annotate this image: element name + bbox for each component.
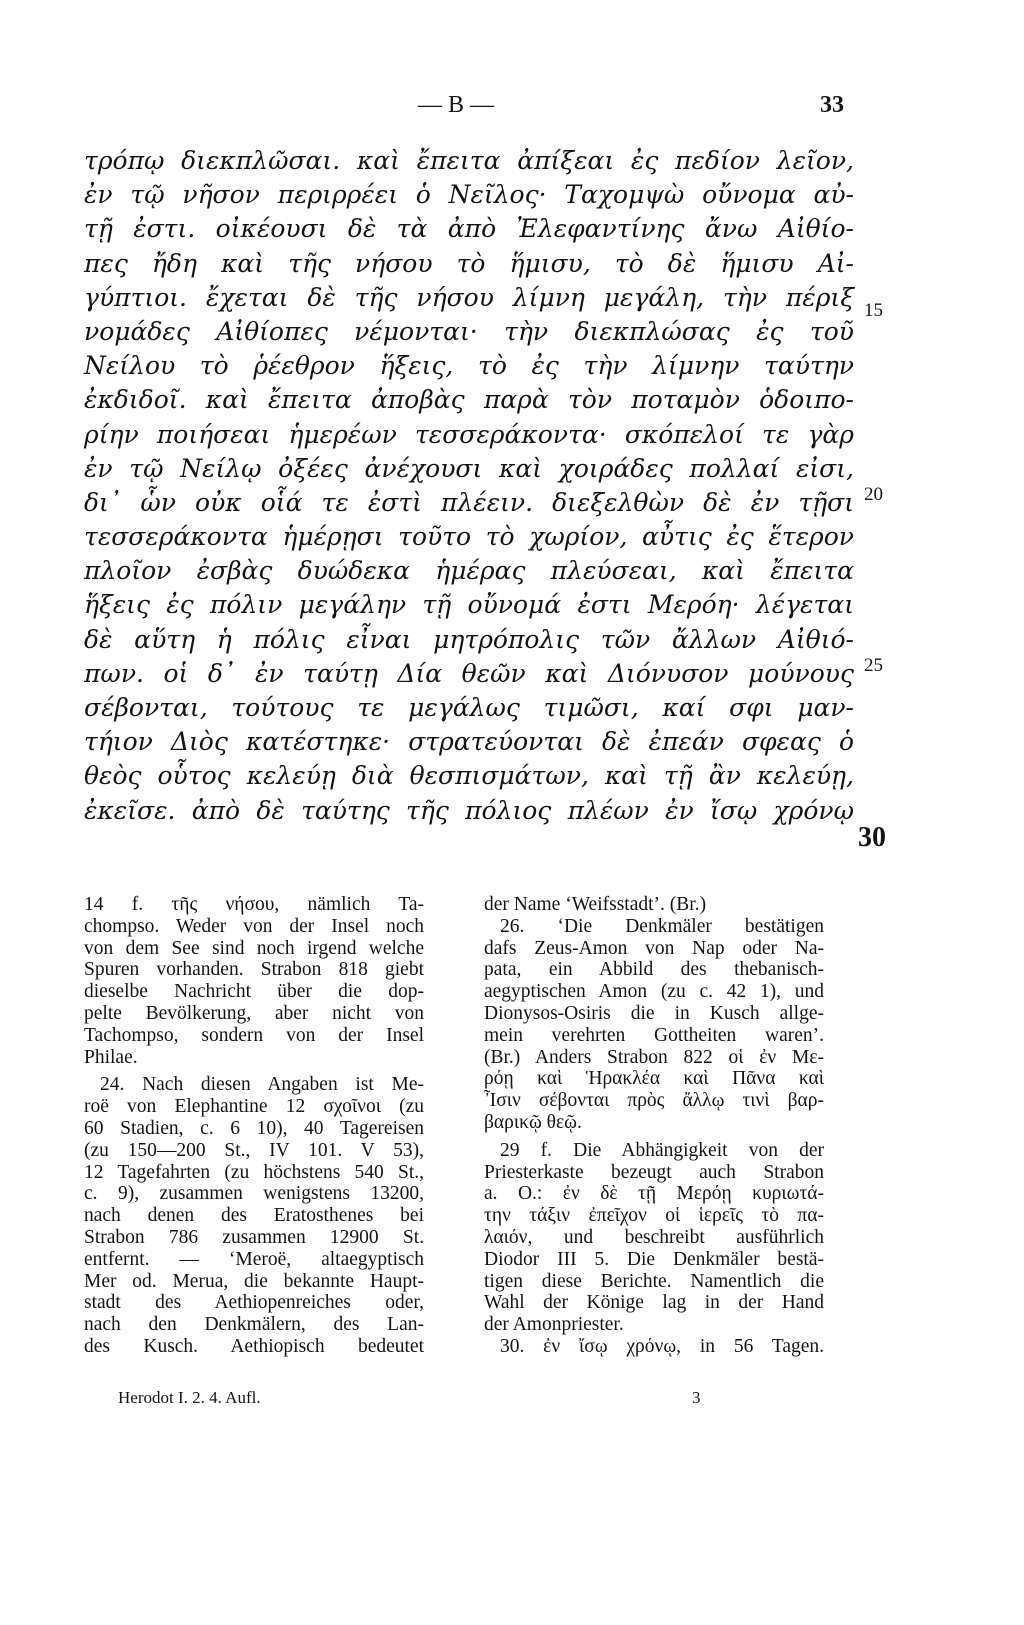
note-line: von dem See sind noch irgend welche [84, 937, 424, 959]
greek-line: γύπτιοι. ἔχεται δὲ τῆς νήσου λίμνη μεγάλη, τὴν πέριξ [84, 282, 854, 312]
note-line: ρόῃ καὶ Ἡρακλέα καὶ Πᾶνα καὶ [484, 1068, 824, 1090]
note-line: 60 Stadien, c. 6 10), 40 Tagereisen [84, 1117, 424, 1139]
page-header [0, 92, 1024, 122]
greek-line: δὲ αὕτη ἡ πόλις εἶναι μητρόπολις τῶν ἄλλων Αἰθιό- [84, 624, 854, 654]
line-number-15: 15 [864, 300, 883, 321]
greek-line: δι᾽ ὧν οὐκ οἷά τε ἐστὶ πλέειν. διεξελθὼν δὲ ἐν τῇσι [84, 487, 854, 517]
greek-line: θεὸς οὗτος κελεύῃ διὰ θεσπισμάτων, καὶ τῇ ἂν κελεύῃ, [84, 761, 854, 791]
greek-line: πων. οἱ δ᾽ ἐν ταύτῃ Δία θεῶν καὶ Διόνυσον μούνους [84, 658, 854, 688]
note-line: Wahl der Könige lag in der Hand [484, 1292, 824, 1314]
note-line: dieselbe Nachricht über die dop- [84, 981, 424, 1003]
note-line: aegyptischen Amon (zu c. 42 1), und [484, 981, 824, 1003]
note-line: Dionysos-Osiris die in Kusch allge- [484, 1002, 824, 1024]
greek-line: τήιον Διὸς κατέστηκε· στρατεύονται δὲ ἐπεάν σφεας ὁ [84, 727, 854, 757]
greek-line: τρόπῳ διεκπλῶσαι. καὶ ἔπειτα ἀπίξεαι ἐς πεδίον λεῖον, [84, 146, 854, 175]
note-line: der Name ‘Weifsstadt’. (Br.) [484, 894, 707, 915]
note-line: 29 f. Die Abhängigkeit von der [500, 1139, 824, 1161]
line-number-20: 20 [864, 484, 883, 505]
note-line: nach den Denkmälern, des Lan- [84, 1314, 424, 1336]
note-line: Tachompso, sondern von der Insel [84, 1024, 424, 1046]
greek-line: σέβονται, τούτους τε μεγάλως τιμῶσι, καί σφι μαν- [84, 693, 854, 722]
note-line: την τάξιν ἐπεῖχον οἱ ἱερεῖς τὸ πα- [484, 1205, 824, 1227]
note-line: λαιόν, und beschreibt ausführlich [484, 1226, 824, 1248]
note-line: Spuren vorhanden. Strabon 818 giebt [84, 959, 424, 981]
note-line: 30. ἐν ἴσῳ χρόνῳ, in 56 Tagen. [500, 1335, 824, 1357]
note-line: 24. Nach diesen Angaben ist Me- [100, 1074, 424, 1096]
page-number: 33 [820, 92, 844, 118]
note-line: Diodor III 5. Die Denkmäler bestä- [484, 1248, 824, 1270]
note-line: nach denen des Eratosthenes bei [84, 1205, 424, 1227]
note-line: entfernt. — ‘Meroë, altaegyptisch [84, 1248, 424, 1270]
note-line: 14 f. τῆς νήσου, nämlich Ta- [84, 894, 424, 915]
note-line: roë von Elephantine 12 σχοῖνοι (zu [84, 1096, 424, 1118]
greek-line: ἐκδιδοῖ. καὶ ἔπειτα ἀποβὰς παρὰ τὸν ποταμὸν ὁδοιπο- [84, 385, 854, 415]
notes-left-column [84, 894, 424, 1358]
note-line: Philae. [84, 1046, 138, 1068]
greek-line: πες ἤδη καὶ τῆς νήσου τὸ ἥμισυ, τὸ δὲ ἥμισυ Αἰ- [84, 248, 854, 278]
note-line: chompso. Weder von der Insel noch [84, 915, 424, 937]
note-line: pelte Bevölkerung, aber nicht von [84, 1002, 424, 1024]
line-number-25: 25 [864, 655, 883, 676]
note-line: 12 Tagefahrten (zu höchstens 540 St., [84, 1161, 424, 1183]
greek-line: τεσσεράκοντα ἡμέρῃσι τοῦτο τὸ χωρίον, αὖτις ἐς ἕτερον [84, 522, 854, 552]
note-line: Mer od. Merua, die bekannte Haupt- [84, 1270, 424, 1292]
footer-edition: Herodot I. 2. 4. Aufl. [118, 1388, 261, 1407]
running-head: — B — [418, 92, 495, 118]
note-line: c. 9), zusammen wenigstens 13200, [84, 1183, 424, 1205]
greek-line: τῇ ἐστι. οἰκέουσι δὲ τὰ ἀπὸ Ἐλεφαντίνης ἄνω Αἰθίο- [84, 214, 854, 244]
note-line: a. O.: ἐν δὲ τῇ Μερόῃ κυριωτά- [484, 1183, 824, 1205]
greek-line: ἐν τῷ νῆσον περιρρέει ὁ Νεῖλος· Ταχομψὼ οὔνομα αὐ- [84, 180, 854, 210]
greek-line: ἐν τῷ Νείλῳ ὀξέες ἀνέχουσι καὶ χοιράδες πολλαί εἰσι, [84, 453, 854, 483]
greek-line: πλοῖον ἐσβὰς δυώδεκα ἡμέρας πλεύσεαι, καὶ ἔπειτα [84, 556, 854, 586]
note-line: Ἶσιν σέβονται πρὸς ἄλλῳ τινὶ βαρ- [484, 1090, 824, 1112]
note-line: (zu 150—200 St., IV 101. V 53), [84, 1139, 424, 1161]
note-line: (Br.) Anders Strabon 822 οἱ ἐν Με- [484, 1046, 824, 1068]
greek-text-block [84, 144, 854, 828]
note-line: der Amonpriester. [484, 1314, 624, 1336]
note-line: tigen diese Berichte. Namentlich die [484, 1270, 824, 1292]
note-line: mein verehrten Gottheiten waren’. [484, 1024, 824, 1046]
greek-line: ἥξεις ἐς πόλιν μεγάλην τῇ οὔνομά ἐστι Μερόη· λέγεται [84, 590, 854, 620]
note-line: stadt des Aethiopenreiches oder, [84, 1292, 424, 1314]
greek-line: ἐκεῖσε. ἀπὸ δὲ ταύτης τῆς πόλιος πλέων ἐν ἴσῳ χρόνῳ [84, 795, 854, 825]
line-number-30: 30 [858, 822, 886, 853]
note-line: pata, ein Abbild des thebanisch- [484, 959, 824, 981]
note-line: des Kusch. Aethiopisch bedeutet [84, 1335, 424, 1357]
signature-mark: 3 [692, 1388, 701, 1407]
greek-line: νομάδες Αἰθίοπες νέμονται· τὴν διεκπλώσας ἐς τοῦ [84, 316, 854, 346]
greek-line: Νείλου τὸ ῥέεθρον ἥξεις, τὸ ἐς τὴν λίμνην ταύτην [84, 351, 854, 381]
note-line: βαρικῷ θεῷ. [484, 1111, 582, 1133]
page-footer [0, 1388, 1024, 1412]
note-line: 26. ‘Die Denkmäler bestätigen [500, 915, 824, 937]
notes-right-column [484, 894, 824, 1358]
greek-line: ρίην ποιήσεαι ἡμερέων τεσσεράκοντα· σκόπελοί τε γὰρ [84, 419, 854, 449]
note-line: Strabon 786 zusammen 12900 St. [84, 1226, 424, 1248]
note-line: dafs Zeus-Amon von Nap oder Na- [484, 937, 824, 959]
note-line: Priesterkaste bezeugt auch Strabon [484, 1161, 824, 1183]
